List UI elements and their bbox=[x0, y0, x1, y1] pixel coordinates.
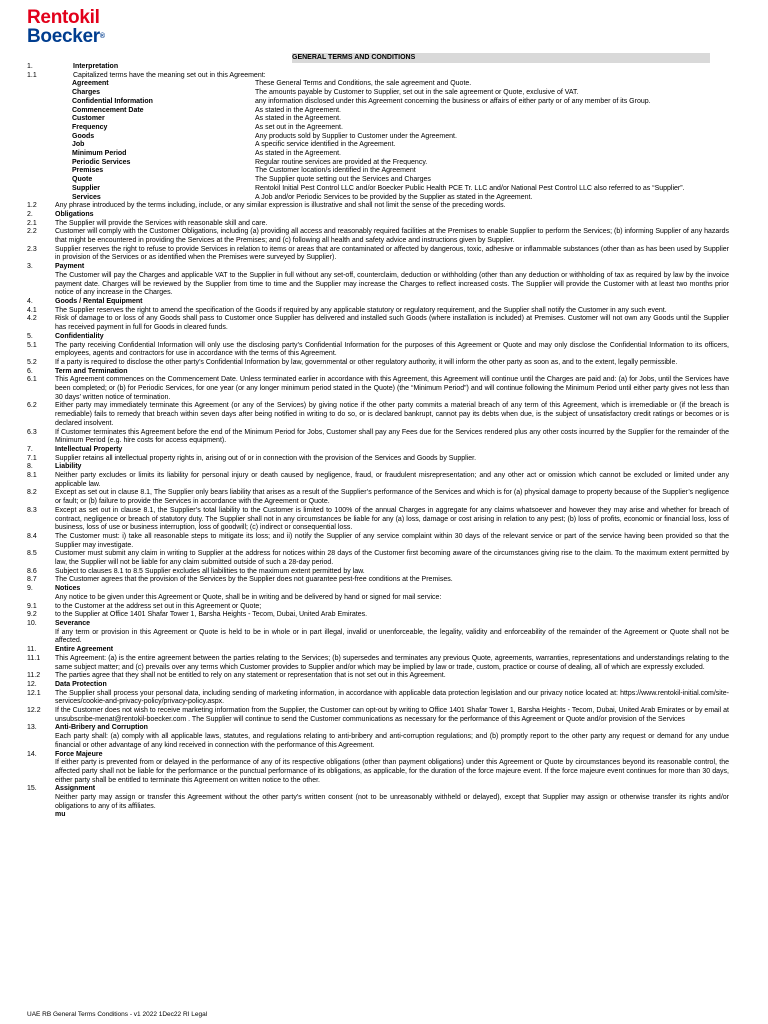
definition-text: A Job and/or Periodic Services to be provided by the Supplier as stated in the Agreement. bbox=[255, 193, 533, 201]
definitions-table bbox=[72, 80, 729, 202]
definition-row bbox=[72, 176, 729, 185]
clause bbox=[27, 629, 729, 646]
clause bbox=[27, 794, 729, 811]
clause bbox=[27, 315, 729, 332]
clause bbox=[27, 507, 729, 533]
clause bbox=[27, 455, 729, 464]
section-heading-text: Data Protection bbox=[55, 680, 107, 688]
section-heading bbox=[27, 298, 729, 307]
definition-term: Agreement bbox=[72, 80, 109, 88]
clause bbox=[27, 690, 729, 707]
clause bbox=[27, 307, 729, 316]
clause-number bbox=[27, 811, 55, 820]
section-heading bbox=[27, 751, 729, 760]
clause bbox=[27, 220, 729, 229]
clauses-section bbox=[27, 202, 729, 820]
definition-row bbox=[72, 115, 729, 124]
clause-text: to the Supplier at Office 1401 Shafar Tower 1, Barsha Heights - Tecom, Dubai, United Arab Emirates. bbox=[55, 611, 368, 619]
definition-row bbox=[72, 133, 729, 142]
clause-number: 12. bbox=[27, 680, 37, 688]
definition-row bbox=[72, 150, 729, 159]
clause bbox=[27, 672, 729, 681]
terms-content bbox=[27, 63, 729, 820]
clause bbox=[27, 655, 729, 672]
clause bbox=[27, 759, 729, 785]
clause-number bbox=[27, 733, 55, 750]
definition-text: Regular routine services are provided at the Frequency. bbox=[255, 158, 428, 166]
definition-text: The amounts payable by Customer to Supplier, set out in the sale agreement or Quote, exclusive of VAT. bbox=[255, 89, 579, 97]
section-heading-text: Term and Termination bbox=[55, 367, 128, 375]
section-heading-text: Force Majeure bbox=[55, 750, 103, 758]
clause-number: 8.6 bbox=[27, 567, 37, 575]
clause-text: to the Customer at the address set out in this Agreement or Quote; bbox=[55, 602, 262, 610]
clause-text: Customer must submit any claim in writing to Supplier at the address for notices within 28 days of the Customer first becoming aware of the circumstances giving rise to the claim. To the maximum extent permitted by law, the Supplier will not be liable for any claim submitted outside of such a 28-day period. bbox=[55, 550, 729, 567]
clause-text: If either party is prevented from or delayed in the performance of any of its respective obligations (other than payment obligations) under this Agreement or Quote by circumstances beyond its reasonable control, the affected party shall not be liable for the performance or the punctual performance of its obligations, as applicable, for the duration of the force majeure event. If the force majeure event continues for more than 30 days, either party shall be entitled to terminate this Agreement on written notice to the other. bbox=[55, 759, 729, 784]
clause bbox=[27, 359, 729, 368]
definition-text: As stated in the Agreement. bbox=[255, 106, 341, 114]
clause-number: 9.2 bbox=[27, 611, 37, 619]
definition-term: Confidential Information bbox=[72, 97, 153, 105]
clause-number: 1. bbox=[27, 63, 33, 70]
clause-text: Each party shall: (a) comply with all applicable laws, statutes, and regulations relating to anti-bribery and anti-corruption regulations; and (b) promptly report to the other party any request or demand for any undue financial or other advantage of any kind received in connection with the performance of this Agreement. bbox=[55, 733, 729, 749]
section-heading-text: Confidentiality bbox=[55, 332, 104, 340]
clause-number: 6. bbox=[27, 367, 33, 375]
section-heading bbox=[27, 63, 729, 72]
definition-text: Rentokil Initial Pest Control LLC and/or Boecker Public Health PCE Tr. LLC and/or National Pest Control LLC also referred to as “Supplier”. bbox=[255, 184, 685, 192]
section-heading-text: Intellectual Property bbox=[55, 445, 123, 453]
clause bbox=[27, 594, 729, 603]
clause-number: 11.2 bbox=[27, 672, 41, 680]
clause-text: Risk of damage to or loss of any Goods shall pass to Customer once Supplier has delivered and installed such Goods (where installation is included) at Premises. Customer will not own any Goods until the Supplier has received payment in full for Goods in cleared funds. bbox=[55, 315, 729, 332]
section-heading-text: Entire Agreement bbox=[55, 646, 114, 654]
section-heading bbox=[27, 681, 729, 690]
clause-number: 3. bbox=[27, 263, 33, 271]
clause bbox=[27, 376, 729, 402]
clause bbox=[27, 202, 729, 211]
section-heading bbox=[27, 263, 729, 272]
clause-text: If the Customer does not wish to receive marketing information from the Supplier, the Customer can opt-out by writing to Office 1401 Shafar Tower 1, Barsha Heights - Tecom, Dubai, United Arab Emirates or by email at unsubscribe-menat@rentokil-boecker.com . The Supplier will continue to send the Customer communications as necessary for the performance of this Agreement or Quote and/or provision of the Services bbox=[55, 707, 729, 723]
clause-number: 5.1 bbox=[27, 341, 37, 349]
definition-row bbox=[72, 98, 729, 107]
definition-term: Commencement Date bbox=[72, 106, 144, 114]
clause-text: Neither party may assign or transfer this Agreement without the other party’s written consent (not to be unreasonably withheld or delayed), except that Supplier may assign or otherwise transfer its rights and/or obligations to any of its affiliates. bbox=[55, 794, 729, 810]
clause-number: 4.1 bbox=[27, 306, 37, 314]
clause-text: The Supplier shall process your personal data, including sending of marketing information, in accordance with applicable data protection legislation and our privacy notice located at: https://www.rentokil-initial.com/site-services/cookie-and-privacy-policy/privacy-policy.aspx. bbox=[55, 689, 729, 706]
definition-term: Periodic Services bbox=[72, 158, 131, 166]
clause-number: 2. bbox=[27, 210, 33, 218]
clause-number: 7.1 bbox=[27, 454, 37, 462]
definition-row bbox=[72, 194, 729, 203]
company-logo bbox=[27, 8, 137, 50]
clause-text: Supplier reserves the right to refuse to provide Services in relation to items or areas that are contaminated or affected by dangerous, toxic, adhesive or inflammable substances (other than as has been used by Supplier in provision of the Services or as identified when the Premises were surveyed by Supplier). bbox=[55, 245, 729, 262]
clause-text: Supplier retains all intellectual property rights in, arising out of or in connection with the provision of the Services and Goods by Supplier. bbox=[55, 454, 477, 462]
definition-term: Premises bbox=[72, 167, 104, 175]
clause bbox=[27, 707, 729, 724]
definition-text: The Customer location/s identified in the Agreement bbox=[255, 167, 416, 175]
clause bbox=[27, 246, 729, 263]
definition-row bbox=[72, 89, 729, 98]
clause-text: The Customer must: i) take all reasonable steps to mitigate its loss; and ii) notify the Supplier of any service complaint within 30 days of the relevant service or part of the service having been provided so that the Supplier may investigate. bbox=[55, 532, 729, 549]
clause-number: 4.2 bbox=[27, 315, 37, 323]
section-heading-text: Interpretation bbox=[73, 63, 119, 70]
definition-term: Frequency bbox=[72, 123, 108, 131]
clause-number: 5.2 bbox=[27, 358, 37, 366]
clause bbox=[27, 733, 729, 750]
clause-text: The Supplier will provide the Services with reasonable skill and care. bbox=[55, 219, 268, 227]
clause bbox=[27, 550, 729, 567]
clause bbox=[27, 272, 729, 298]
definition-row bbox=[72, 159, 729, 168]
section-heading bbox=[27, 620, 729, 629]
clause bbox=[27, 402, 729, 428]
clause bbox=[27, 611, 729, 620]
clause bbox=[27, 576, 729, 585]
section-heading-text: Notices bbox=[55, 585, 81, 593]
clause-number: 6.1 bbox=[27, 376, 37, 384]
definition-text: These General Terms and Conditions, the sale agreement and Quote. bbox=[255, 80, 472, 88]
clause-number: 4. bbox=[27, 297, 33, 305]
clause bbox=[27, 568, 729, 577]
clause-text: Neither party excludes or limits its liability for personal injury or death caused by negligence, fraud, or fraudulent misrepresentation; and any other act or omission which cannot be excluded or limited under any applicable law. bbox=[55, 472, 729, 488]
clause-number: 1.1 bbox=[27, 71, 37, 79]
clause-number: 8.7 bbox=[27, 576, 37, 584]
clause-number: 7. bbox=[27, 445, 33, 453]
clause-text: The parties agree that they shall not be entitled to rely on any statement or representation that is not set out in this Agreement. bbox=[55, 672, 446, 680]
section-heading bbox=[27, 211, 729, 220]
definition-term: Goods bbox=[72, 132, 95, 140]
section-heading bbox=[27, 724, 729, 733]
definition-text: A specific service identified in the Agreement. bbox=[255, 141, 396, 149]
clause bbox=[27, 429, 729, 446]
clause-number: 13. bbox=[27, 724, 37, 732]
clause-number: 14. bbox=[27, 750, 37, 758]
clause-number: 8.3 bbox=[27, 506, 37, 514]
interpretation-section bbox=[27, 63, 729, 80]
definition-text: As stated in the Agreement. bbox=[255, 150, 341, 158]
clause-number bbox=[27, 272, 55, 298]
clause-text: This Agreement commences on the Commencement Date. Unless terminated earlier in accordance with this Agreement, this Agreement will continue until the Charges are paid and: (a) for Jobs, until the Services have been completed; or (b) for Periodic Services, for one year (or any longer minimum period stated in the Quote) (the “Minimum Period”) and will continue following the Minimum Period until either party gives not less than 30 days’ written notice of termination. bbox=[55, 376, 729, 401]
definition-row bbox=[72, 141, 729, 150]
clause-number: 6.3 bbox=[27, 428, 37, 436]
clause-text: The Customer will pay the Charges and applicable VAT to the Supplier in full without any set-off, counterclaim, deduction or withholding (other than any deduction or withholding of tax as required by law by the invoice payment date. Charges will be reviewed by the Supplier from time to time and the Supplier may increase the Charges to reflect increased costs. The Supplier will provide the Customer with at least two months prior notice of any increase in the Charges. bbox=[55, 271, 729, 297]
clause-number: 6.2 bbox=[27, 402, 37, 410]
clause-number bbox=[27, 759, 55, 785]
definition-term: Supplier bbox=[72, 184, 101, 192]
section-heading bbox=[27, 368, 729, 377]
definition-text: Any products sold by Supplier to Customer under the Agreement. bbox=[255, 132, 457, 140]
section-heading-text: Anti-Bribery and Corruption bbox=[55, 724, 148, 732]
definition-text: The Supplier quote setting out the Services and Charges bbox=[255, 176, 431, 184]
clause-number bbox=[27, 629, 55, 646]
definition-term: Customer bbox=[72, 115, 105, 123]
definition-term: Job bbox=[72, 141, 85, 149]
clause-number: 9.1 bbox=[27, 602, 37, 610]
clause-number: 11. bbox=[27, 646, 37, 654]
clause bbox=[27, 472, 729, 489]
section-heading-text: Liability bbox=[55, 463, 82, 471]
clause-number bbox=[27, 594, 55, 603]
section-heading bbox=[27, 811, 729, 820]
section-heading bbox=[27, 333, 729, 342]
registered-mark: ® bbox=[99, 33, 105, 40]
clause bbox=[27, 228, 729, 245]
clause-text: The Customer agrees that the provision of the Services by the Supplier does not guarantee pest-free conditions at the Premises. bbox=[55, 576, 453, 584]
clause bbox=[27, 533, 729, 550]
clause-number bbox=[27, 794, 55, 811]
definition-row bbox=[72, 185, 729, 194]
clause-number: 11.1 bbox=[27, 654, 41, 662]
definition-term: Services bbox=[72, 193, 101, 201]
clause-number: 8.5 bbox=[27, 550, 37, 558]
section-heading-text: Severance bbox=[55, 620, 91, 627]
section-heading-text: Obligations bbox=[55, 210, 94, 218]
definition-text: As stated in the Agreement. bbox=[255, 115, 341, 123]
section-heading-text: mu bbox=[55, 811, 66, 819]
clause-number: 2.3 bbox=[27, 245, 37, 253]
definition-term: Charges bbox=[72, 89, 101, 97]
section-heading bbox=[27, 585, 729, 594]
section-heading bbox=[27, 785, 729, 794]
section-heading bbox=[27, 446, 729, 455]
clause-number: 2.1 bbox=[27, 219, 37, 227]
clause-number: 9. bbox=[27, 585, 33, 593]
section-heading bbox=[27, 463, 729, 472]
section-heading-text: Goods / Rental Equipment bbox=[55, 297, 143, 305]
clause-number: 12.2 bbox=[27, 707, 41, 715]
clause-text: Any notice to be given under this Agreement or Quote, shall be in writing and be delivered by hand or signed for mail service: bbox=[55, 593, 442, 601]
section-heading bbox=[27, 646, 729, 655]
clause-text: Customer will comply with the Customer Obligations, including (a) providing all access and reasonably required facilities at the Premises to enable Supplier to perform the Services; (b) informing Supplier of any hazards that might be encountered in providing the Services at the Premises; and (c) following all health and safety advice and instructions given by Supplier. bbox=[55, 228, 729, 245]
clause-number: 15. bbox=[27, 785, 37, 793]
clause-text: Any phrase introduced by the terms including, include, or any similar expression is illustrative and shall not limit the sense of the preceding words. bbox=[55, 202, 506, 210]
logo-line-rentokil: Rentokil bbox=[27, 7, 100, 28]
definition-row bbox=[72, 80, 729, 89]
clause-text: If a party is required to disclose the other party’s Confidential Information by law, governmental or other regulatory authority, it will inform the other party as soon as, and to the extent, legally permissible. bbox=[55, 358, 678, 366]
clause-text: If Customer terminates this Agreement before the end of the Minimum Period for Jobs, Customer shall pay any Fees due for the Services rendered plus any other costs incurred by the Supplier for the remainder of the Minimum Period (e.g. hire costs for access equipment). bbox=[55, 428, 729, 445]
clause bbox=[27, 342, 729, 359]
clause-number: 8.2 bbox=[27, 489, 37, 497]
logo-line-boecker bbox=[27, 27, 137, 46]
clause-number: 5. bbox=[27, 332, 33, 340]
clause bbox=[27, 489, 729, 506]
clause-text: Except as set out in clause 8.1, the Supplier’s total liability to the Customer is limited to 100% of the annual Charges in aggregate for any claims whatsoever and however they may arise and whether for breach of contract, negligence or breach of statutory duty. The Supplier shall not in any circumstances be liable for any (a) loss, damage or cost arising in relation to any pest; (b) loss of profits, economic or financial loss, loss of business, loss of use or business interruption, loss of goodwill; (c) indirect or consequential loss. bbox=[55, 506, 729, 532]
logo-boecker-text: Boecker bbox=[27, 26, 100, 47]
definition-term: Minimum Period bbox=[72, 150, 127, 158]
clause-text: The Supplier reserves the right to amend the specification of the Goods if required by any applicable statutory or regulatory requirement, and the Supplier shall notify the Customer in any such event. bbox=[55, 306, 667, 314]
page-footer: UAE RB General Terms Conditions - v1 2022 1Dec22 RI Legal bbox=[27, 1011, 208, 1018]
clause-text: The party receiving Confidential Information will only use the disclosing party’s Confidential Information for the purposes of this Agreement or Quote and may only disclose the Confidential Information to its officers, employees, agents and contractors for use in accordance with the terms of this Agreement. bbox=[55, 341, 729, 358]
clause-number: 2.2 bbox=[27, 228, 37, 236]
clause-number: 8.1 bbox=[27, 472, 37, 480]
clause bbox=[27, 72, 729, 81]
clause-text: This Agreement: (a) is the entire agreement between the parties relating to the Services; (b) supersedes and terminates any previous Quote, agreements, warranties, representations and understandings relating to the same subject matter; and (c) prevails over any terms which Customer provides to Supplier and/or which may be implied by law or trade, custom, practice or course of dealing, all of which are expressly excluded. bbox=[55, 654, 729, 671]
definition-row bbox=[72, 167, 729, 176]
document-title bbox=[292, 53, 710, 63]
section-heading-text: Assignment bbox=[55, 785, 96, 793]
section-heading-text: Payment bbox=[55, 263, 85, 271]
document-title-text: GENERAL TERMS AND CONDITIONS bbox=[292, 54, 416, 61]
clause-text: Capitalized terms have the meaning set out in this Agreement: bbox=[73, 71, 266, 79]
definition-text: any information disclosed under this Agreement concerning the business or affairs of either party or of any member of its Group. bbox=[255, 97, 651, 105]
clause-text: Except as set out in clause 8.1, The Supplier only bears liability that arises as a result of the Supplier’s performance of the Services and which is for (a) physical damage to property because of the Supplier’s negligence or fault; or (b) failure to provide the Services in accordance with the Agreement or Quote. bbox=[55, 489, 729, 506]
clause-number: 8.4 bbox=[27, 532, 37, 540]
clause bbox=[27, 603, 729, 612]
clause-text: If any term or provision in this Agreement or Quote is held to be in whole or in part illegal, invalid or unenforceable, the legality, validity and enforceability of the remainder of the Agreement or Quote shall not be affected. bbox=[55, 628, 729, 645]
definition-term: Quote bbox=[72, 176, 93, 184]
clause-number: 8. bbox=[27, 463, 33, 471]
definition-row bbox=[72, 107, 729, 116]
clause-text: Either party may immediately terminate this Agreement (or any of the Services) by giving notice if the other party commits a material breach of any term of this Agreement, which is irremediable or (if the breach is remediable) fails to remedy that breach within seven days after being notified in writing to do so, or is declared bankrupt, cannot pay its debts when due, is the subject of unsatisfactory credit ratings or becomes or is declared insolvent. bbox=[55, 402, 729, 427]
clause-text: Subject to clauses 8.1 to 8.5 Supplier excludes all liabilities to the maximum extent permitted by law. bbox=[55, 567, 365, 575]
clause-number: 10. bbox=[27, 620, 37, 627]
definition-row bbox=[72, 124, 729, 133]
clause-number: 1.2 bbox=[27, 202, 37, 210]
definition-text: As set out in the Agreement. bbox=[255, 123, 343, 131]
clause-number: 12.1 bbox=[27, 689, 41, 697]
